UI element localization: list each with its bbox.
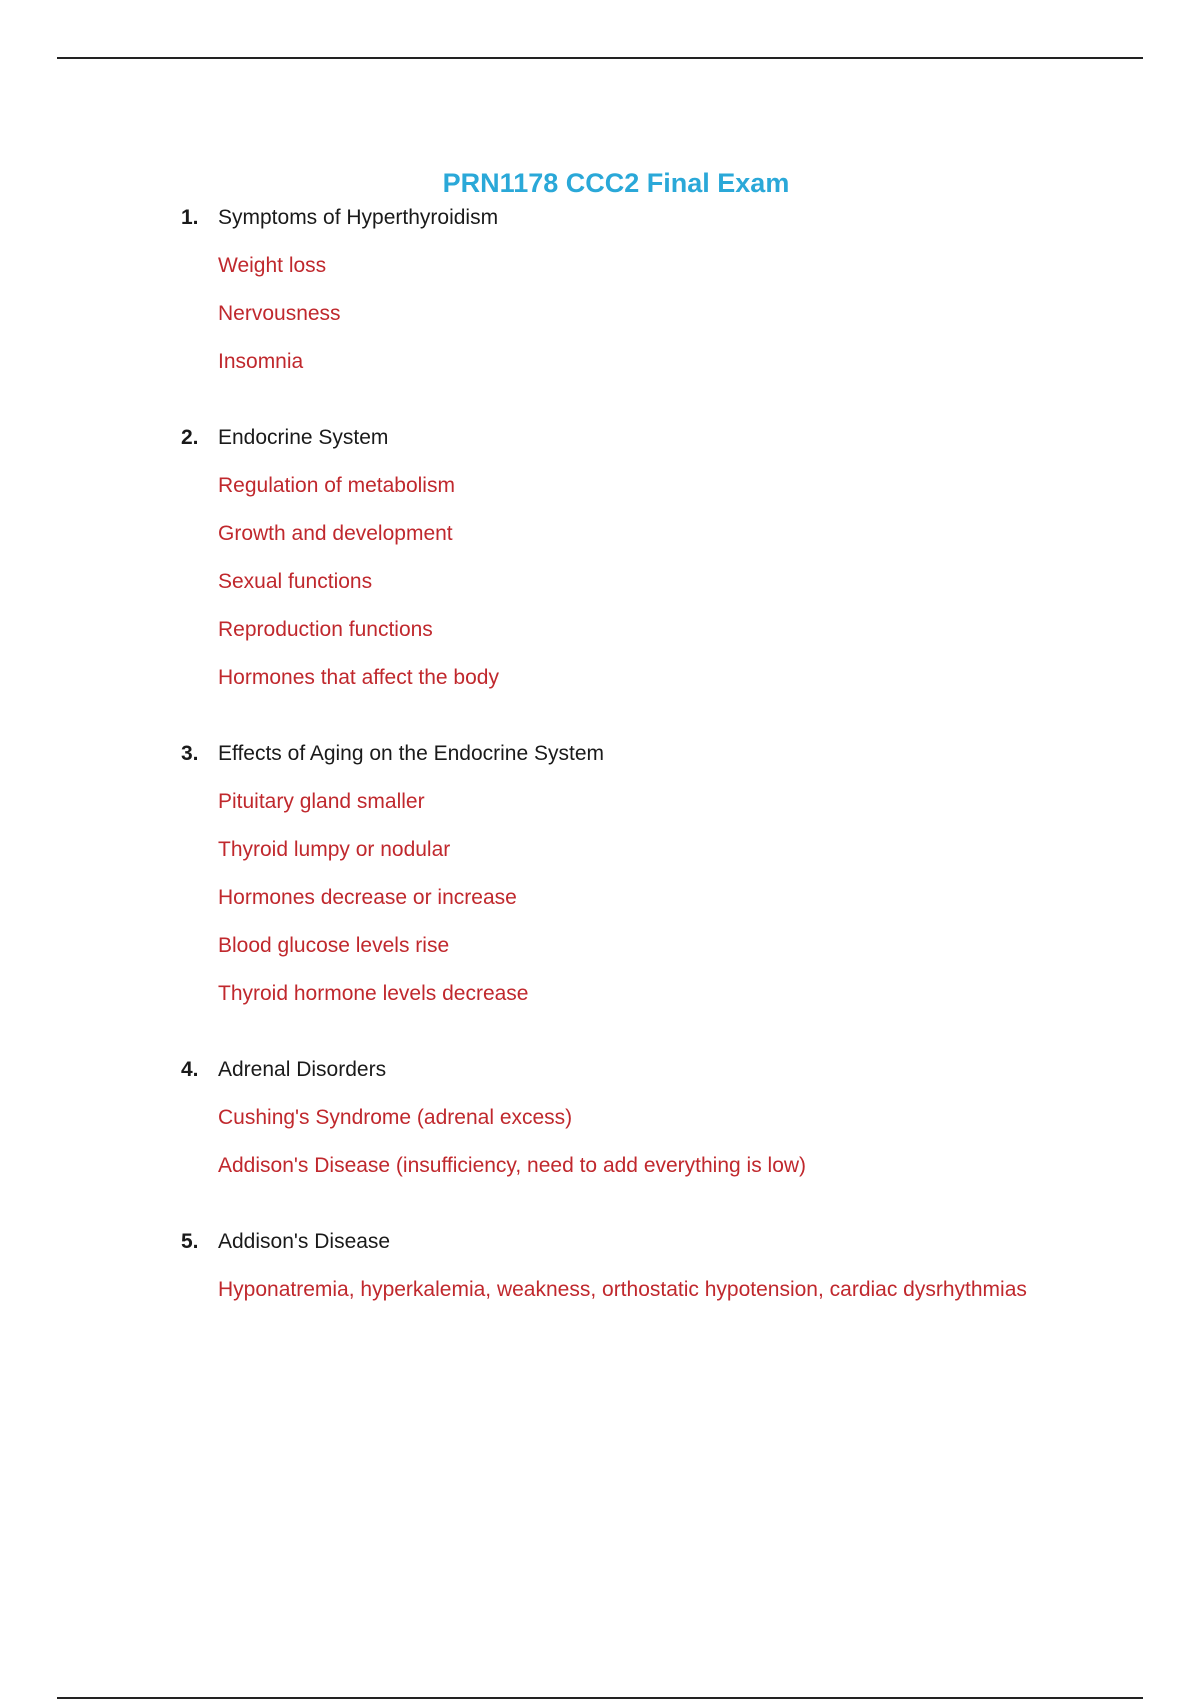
question-item-4 (0, 1052, 1200, 1184)
answer-item: Hormones that affect the body (218, 666, 499, 689)
question-list (0, 200, 1200, 1348)
answer-item: Sexual functions (218, 570, 373, 593)
question-number: 4. (181, 1058, 199, 1081)
answer-item: Thyroid hormone levels decrease (218, 982, 529, 1005)
answer-item: Hormones decrease or increase (218, 886, 517, 909)
question-number: 2. (181, 426, 199, 449)
document-title: PRN1178 CCC2 Final Exam (442, 168, 790, 199)
footer-rule (57, 1697, 1143, 1699)
answer-item: Addison's Disease (insufficiency, need to add everything is low) (218, 1154, 807, 1177)
question-text: Adrenal Disorders (218, 1058, 387, 1081)
answer-item: Pituitary gland smaller (218, 790, 425, 813)
question-item-1 (0, 200, 1200, 380)
answer-list (0, 1100, 1200, 1184)
question-item-2 (0, 420, 1200, 696)
answer-item: Regulation of metabolism (218, 474, 455, 497)
question-item-5 (0, 1224, 1200, 1308)
answer-list (0, 1272, 1200, 1308)
answer-item: Nervousness (218, 302, 341, 325)
answer-item: Growth and development (218, 522, 453, 545)
answer-item: Thyroid lumpy or nodular (218, 838, 451, 861)
question-item-3 (0, 736, 1200, 1012)
answer-item: Insomnia (218, 350, 304, 373)
question-number: 1. (181, 206, 199, 229)
question-text: Effects of Aging on the Endocrine System (218, 742, 605, 765)
answer-item: Blood glucose levels rise (218, 934, 450, 957)
answer-list (0, 468, 1200, 696)
question-number: 5. (181, 1230, 199, 1253)
answer-item: Cushing's Syndrome (adrenal excess) (218, 1106, 573, 1129)
answer-list (0, 784, 1200, 1012)
answer-list (0, 248, 1200, 380)
question-text: Addison's Disease (218, 1230, 391, 1253)
answer-item: Reproduction functions (218, 618, 433, 641)
answer-item: Weight loss (218, 254, 327, 277)
header-rule (57, 57, 1143, 59)
question-text: Endocrine System (218, 426, 389, 449)
question-text: Symptoms of Hyperthyroidism (218, 206, 499, 229)
answer-item: Hyponatremia, hyperkalemia, weakness, orthostatic hypotension, cardiac dysrhythmias (218, 1278, 1027, 1301)
question-number: 3. (181, 742, 199, 765)
